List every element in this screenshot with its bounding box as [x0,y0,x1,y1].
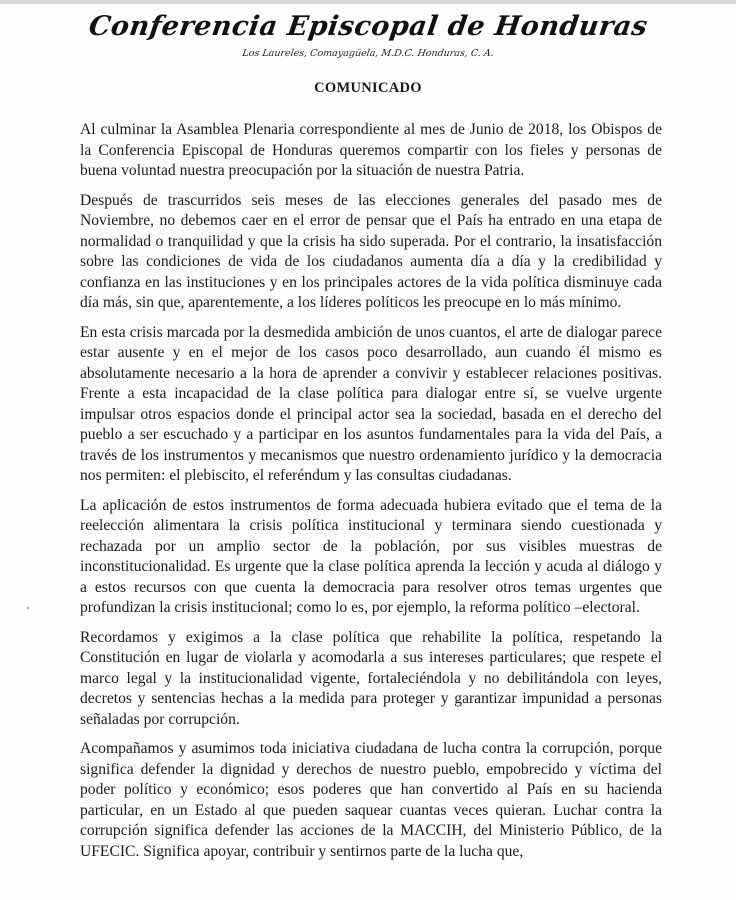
document-title: COMUNICADO [314,80,422,96]
paragraph-5: Recordamos y exigimos a la clase política que rehabilite la política, respetando la Constitución en lugar de violarla y acomodarla a sus intereses particulares; que respete el marco legal y la institucionalidad vigente, fortaleciéndola y no debilitándola con leyes, decretos y sentencias hechas a la medida para proteger y garantizar impunidad a personas señaladas por corrupción. [80,628,662,728]
paragraph-1: Al culminar la Asamblea Plenaria correspondiente al mes de Junio de 2018, los Obispos de la Conferencia Episcopal de Honduras queremos compartir con los fieles y personas de buena voluntad nuestra preocupación por la situación de nuestra Patria. [80,121,662,179]
top-border [0,0,736,4]
letterhead [0,10,736,60]
document-body [80,120,662,871]
paragraph-2: Después de trascurridos seis meses de las elecciones generales del pasado mes de Noviembre, no debemos caer en el error de pensar que el País ha entrado en una etapa de normalidad o tranquilidad y que la crisis ha sido superada. Por el contrario, la insatisfacción sobre las condiciones de vida de los ciudadanos aumenta día a día y la credibilidad y confianza en las instituciones y en los principales actores de la vida política disminuye cada día más, sin que, aparentemente, a los líderes políticos les preocupe en lo más mínimo. [80,191,662,311]
margin-speck [27,607,29,609]
paragraph-6: Acompañamos y asumimos toda iniciativa ciudadana de lucha contra la corrupción, porque significa defender la dignidad y derechos de nuestro pueblo, empobrecido y víctima del poder político y económico; esos poderes que han convertido al País en su hacienda particular, en un Estado al que pueden saquear cuantas veces quieran. Luchar contra la corrupción significa defender las acciones de la MACCIH, del Ministerio Público, de la UFECIC. Significa apoyar, contribuir y sentirnos parte de la lucha que, [80,740,662,860]
paragraph-3: En esta crisis marcada por la desmedida ambición de unos cuantos, el arte de dialogar parece estar ausente y en el mejor de los casos poco desarrollado, aun cuando él mismo es absolutamente necesario a la hora de aprender a convivir y establecer relaciones positivas. Frente a esta incapacidad de la clase política para dialogar entre sí, se vuelve urgente impulsar otros espacios donde el principal actor sea la sociedad, basada en el derecho del pueblo a ser escuchado y a participar en los asuntos fundamentales para la vida del País, a través de los instrumentos y mecanismos que nuestro ordenamiento jurídico y la democracia nos permiten: el plebiscito, el referéndum y las consultas ciudadanas. [80,323,662,484]
organization-address: Los Laureles, Comayagüela, M.D.C. Honduras, C. A. [241,48,495,59]
organization-name: Conferencia Episcopal de Honduras [86,11,650,42]
paragraph-4: La aplicación de estos instrumentos de forma adecuada hubiera evitado que el tema de la reelección alimentara la crisis política institucional y terminara siendo cuestionada y rechazada por un amplio sector de la población, por sus visibles muestras de inconstitucionalidad. Es urgente que la clase política aprenda la lección y acuda al diálogo y a estos recursos con que cuenta la democracia para resolver otros temas urgentes que profundizan la crisis institucional; como lo es, por ejemplo, la reforma político –electoral. [80,496,662,616]
